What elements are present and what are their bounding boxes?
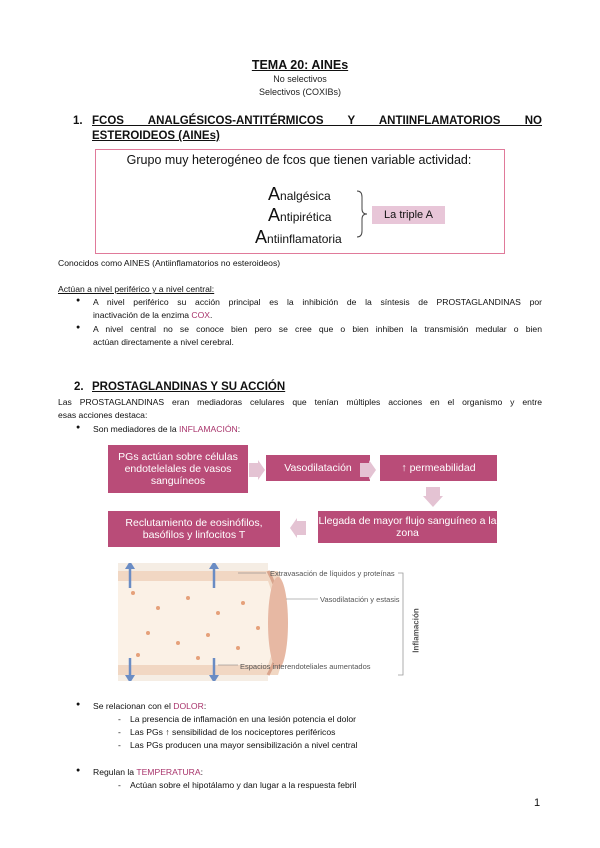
bullet-icon: ● — [76, 297, 81, 304]
central-line2: actúan directamente a nivel cerebral. — [93, 337, 234, 347]
activity-cap: A — [268, 205, 281, 225]
activity-analgesica — [268, 185, 331, 205]
temperature-post: : — [200, 767, 204, 777]
page-title: TEMA 20: AINEs — [251, 58, 349, 72]
page-number: 1 — [534, 797, 541, 809]
peripheral-line2b: . — [210, 310, 213, 320]
subtitle-selective: Selectivos (COXIBs) — [258, 87, 342, 97]
dash-icon: - — [118, 727, 121, 737]
arrow-left-icon — [290, 518, 306, 538]
flow-box-flujo: Llegada de mayor flujo sanguíneo a la zona — [318, 511, 497, 543]
vessel-label-espacios: Espacios interendoteliales aumentados — [240, 662, 371, 671]
bullet-icon: ● — [76, 324, 81, 331]
flow-box-pgs: PGs actúan sobre células endotelelales de vasos sanguíneos — [108, 445, 248, 493]
subtitle-non-selective: No selectivos — [273, 74, 327, 84]
levels-heading: Actúan a nivel periférico y a nivel central: — [58, 284, 215, 294]
triple-a-label: La triple A — [372, 206, 445, 224]
temperature-line — [93, 766, 203, 779]
pain-post: : — [203, 701, 207, 711]
temperature-pre: Regulan la — [93, 767, 137, 777]
section1-number: 1. — [73, 115, 83, 127]
inflammation-pre: Son mediadores de la — [93, 424, 179, 434]
section2-intro-line2: esas acciones destaca: — [58, 410, 148, 420]
bullet-icon: ● — [76, 767, 81, 774]
arrow-down-icon — [423, 487, 443, 507]
activity-antipiretica — [268, 206, 331, 226]
activity-box-title: Grupo muy heterogéneo de fcos que tienen variable actividad: — [126, 153, 472, 167]
vessel-label-vasodilatacion: Vasodilatación y estasis — [320, 595, 400, 604]
peripheral-line2 — [93, 309, 212, 322]
section2-intro-line1: Las PROSTAGLANDINAS eran mediadoras celulares que tenían múltiples acciones en el organismo y entre — [58, 397, 542, 407]
vessel-label-extravasacion: Extravasación de líquidos y proteínas — [270, 569, 395, 578]
pain-item: La presencia de inflamación en una lesión potencia el dolor — [130, 714, 356, 724]
vessel-side-label: Inflamación — [411, 608, 421, 653]
known-as-text: Conocidos como AINES (Antiinflamatorios no esteroideos) — [58, 258, 281, 268]
dash-icon: - — [118, 740, 121, 750]
activity-cap: A — [268, 184, 281, 204]
section2-number: 2. — [74, 381, 84, 393]
temperature-item: Actúan sobre el hipotálamo y dan lugar a la respuesta febril — [130, 780, 357, 790]
inflammation-word: INFLAMACIÓN — [179, 424, 238, 434]
dash-icon: - — [118, 780, 121, 790]
activity-rest: ntipirética — [280, 210, 332, 224]
arrow-right-icon — [249, 460, 265, 480]
pain-pre: Se relacionan con el — [93, 701, 174, 711]
dash-icon: - — [118, 714, 121, 724]
flow-box-reclutamiento: Reclutamiento de eosinófilos, basófilos y linfocitos T — [108, 511, 280, 547]
peripheral-line2a: inactivación de la enzima — [93, 310, 192, 320]
section1-heading-line2: ESTEROIDEOS (AINEs) — [92, 130, 220, 142]
temperature-word: TEMPERATURA — [136, 767, 201, 777]
section2-heading: PROSTAGLANDINAS Y SU ACCIÓN — [92, 381, 286, 393]
inflammation-line — [93, 423, 240, 436]
bullet-icon: ● — [76, 701, 81, 708]
section1-heading-line1: FCOS ANALGÉSICOS-ANTITÉRMICOS Y ANTIINFLAMATORIOS NO — [92, 115, 542, 127]
bullet-icon: ● — [76, 424, 81, 431]
pain-word: DOLOR — [173, 701, 204, 711]
flow-box-vasodilatacion: Vasodilatación — [266, 455, 370, 481]
central-line1: A nivel central no se conoce bien pero se cree que o bien inhiben la transmisión medular o bien — [93, 324, 542, 334]
peripheral-line1: A nivel periférico su acción principal es la inhibición de la síntesis de PROSTAGLANDINAS por — [93, 297, 542, 307]
pain-item: Las PGs ↑ sensibilidad de los nociceptores periféricos — [130, 727, 336, 737]
pain-item: Las PGs producen una mayor sensibilización a nivel central — [130, 740, 358, 750]
pain-line — [93, 700, 206, 713]
activity-antiinflamatoria — [255, 228, 342, 248]
arrow-right-icon — [360, 460, 376, 480]
brace-icon — [354, 189, 370, 239]
inflammation-post: : — [237, 424, 241, 434]
activity-rest: nalgésica — [280, 189, 331, 203]
flow-box-permeabilidad: ↑ permeabilidad — [380, 455, 497, 481]
activity-rest: ntiinflamatoria — [267, 232, 342, 246]
cox-word: COX — [191, 310, 211, 320]
activity-cap: A — [255, 227, 268, 247]
